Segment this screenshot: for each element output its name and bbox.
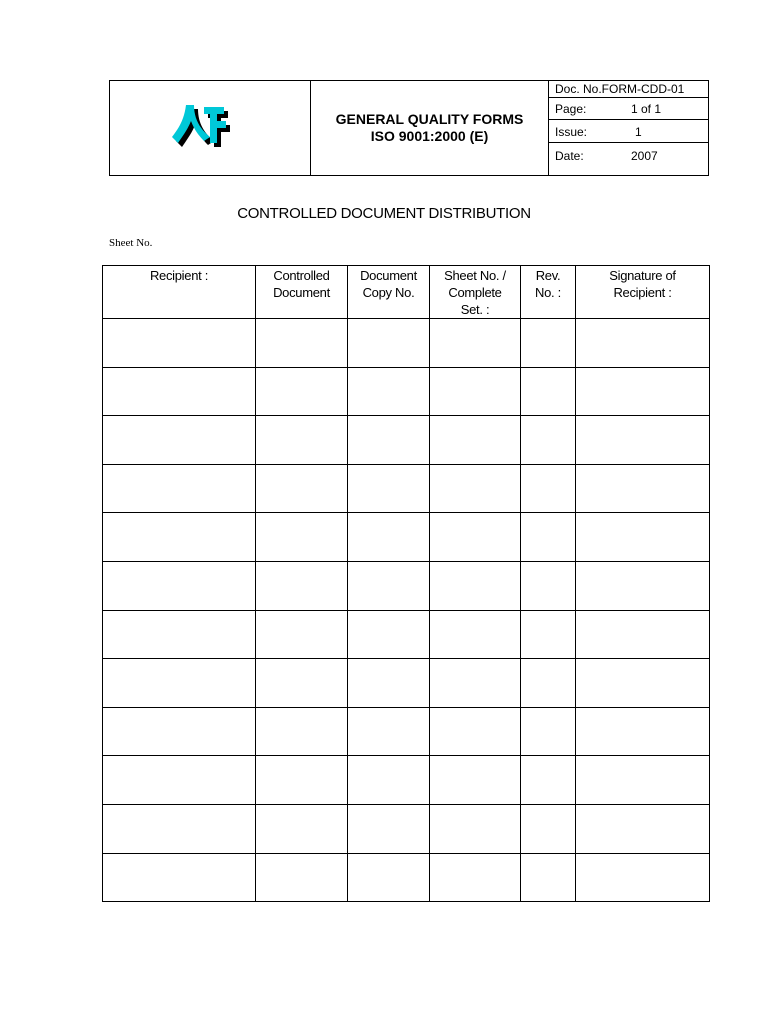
issue-row <box>549 120 708 143</box>
sheet-no-cell[interactable] <box>430 561 521 610</box>
signature-cell[interactable] <box>576 804 710 853</box>
table-row <box>103 416 710 465</box>
column-header-copy-no: Document Copy No. <box>348 266 430 319</box>
sheet-no-cell[interactable] <box>430 513 521 562</box>
recipient-cell[interactable] <box>103 416 256 465</box>
document-info-box <box>548 80 709 176</box>
page-row <box>549 98 708 120</box>
recipient-cell[interactable] <box>103 367 256 416</box>
table-row <box>103 804 710 853</box>
document-header <box>109 80 708 176</box>
header-title-cell <box>310 80 548 176</box>
table-row <box>103 610 710 659</box>
controlled-document-cell[interactable] <box>256 416 348 465</box>
sheet-no-cell[interactable] <box>430 756 521 805</box>
sheet-no-cell[interactable] <box>430 319 521 368</box>
sheet-no-cell[interactable] <box>430 804 521 853</box>
doc-no-row <box>549 81 708 98</box>
copy-no-cell[interactable] <box>348 804 430 853</box>
signature-cell[interactable] <box>576 561 710 610</box>
distribution-table <box>102 265 710 902</box>
form-title: CONTROLLED DOCUMENT DISTRIBUTION <box>237 205 531 222</box>
column-header-rev-no: Rev. No. : <box>521 266 576 319</box>
signature-cell[interactable] <box>576 513 710 562</box>
page-value: 1 of 1 <box>631 102 662 116</box>
rev-no-cell[interactable] <box>521 610 576 659</box>
rev-no-cell[interactable] <box>521 513 576 562</box>
rev-no-cell[interactable] <box>521 853 576 902</box>
table-row <box>103 319 710 368</box>
date-row <box>549 143 708 175</box>
signature-cell[interactable] <box>576 367 710 416</box>
sheet-no-cell[interactable] <box>430 464 521 513</box>
rev-no-cell[interactable] <box>521 367 576 416</box>
controlled-document-cell[interactable] <box>256 707 348 756</box>
sheet-no-cell[interactable] <box>430 707 521 756</box>
header-title: GENERAL QUALITY FORMS <box>335 111 524 127</box>
rev-no-cell[interactable] <box>521 319 576 368</box>
rev-no-cell[interactable] <box>521 416 576 465</box>
copy-no-cell[interactable] <box>348 756 430 805</box>
controlled-document-cell[interactable] <box>256 561 348 610</box>
copy-no-cell[interactable] <box>348 853 430 902</box>
copy-no-cell[interactable] <box>348 367 430 416</box>
company-logo-icon <box>170 99 232 151</box>
sheet-no-cell[interactable] <box>430 659 521 708</box>
controlled-document-cell[interactable] <box>256 513 348 562</box>
signature-cell[interactable] <box>576 659 710 708</box>
recipient-cell[interactable] <box>103 756 256 805</box>
signature-cell[interactable] <box>576 319 710 368</box>
table-row <box>103 513 710 562</box>
recipient-cell[interactable] <box>103 853 256 902</box>
recipient-cell[interactable] <box>103 513 256 562</box>
signature-cell[interactable] <box>576 756 710 805</box>
copy-no-cell[interactable] <box>348 416 430 465</box>
controlled-document-cell[interactable] <box>256 804 348 853</box>
table-row <box>103 367 710 416</box>
sheet-no-cell[interactable] <box>430 853 521 902</box>
date-value: 2007 <box>631 149 658 163</box>
column-header-controlled-document: Controlled Document <box>256 266 348 319</box>
copy-no-cell[interactable] <box>348 464 430 513</box>
table-row <box>103 707 710 756</box>
controlled-document-cell[interactable] <box>256 610 348 659</box>
sheet-no-cell[interactable] <box>430 610 521 659</box>
copy-no-cell[interactable] <box>348 319 430 368</box>
rev-no-cell[interactable] <box>521 756 576 805</box>
table-row <box>103 464 710 513</box>
rev-no-cell[interactable] <box>521 561 576 610</box>
column-header-recipient: Recipient : <box>103 266 256 319</box>
logo-cell <box>109 80 311 176</box>
controlled-document-cell[interactable] <box>256 756 348 805</box>
table-row <box>103 853 710 902</box>
column-header-signature: Signature of Recipient : <box>576 266 710 319</box>
table-row <box>103 659 710 708</box>
signature-cell[interactable] <box>576 610 710 659</box>
rev-no-cell[interactable] <box>521 804 576 853</box>
controlled-document-cell[interactable] <box>256 853 348 902</box>
controlled-document-cell[interactable] <box>256 319 348 368</box>
sheet-no-label: Sheet No. <box>109 237 153 249</box>
recipient-cell[interactable] <box>103 707 256 756</box>
controlled-document-cell[interactable] <box>256 464 348 513</box>
copy-no-cell[interactable] <box>348 610 430 659</box>
recipient-cell[interactable] <box>103 804 256 853</box>
table-body <box>103 319 710 902</box>
rev-no-cell[interactable] <box>521 464 576 513</box>
issue-value: 1 <box>635 125 642 139</box>
copy-no-cell[interactable] <box>348 561 430 610</box>
page-label: Page: <box>555 102 587 116</box>
table-header-row <box>103 266 710 319</box>
copy-no-cell[interactable] <box>348 513 430 562</box>
sheet-no-cell[interactable] <box>430 416 521 465</box>
rev-no-cell[interactable] <box>521 707 576 756</box>
controlled-document-cell[interactable] <box>256 367 348 416</box>
header-standard: ISO 9001:2000 (E) <box>370 128 489 144</box>
signature-cell[interactable] <box>576 416 710 465</box>
recipient-cell[interactable] <box>103 561 256 610</box>
signature-cell[interactable] <box>576 853 710 902</box>
date-label: Date: <box>555 149 584 163</box>
doc-no: Doc. No.FORM-CDD-01 <box>555 82 685 96</box>
issue-label: Issue: <box>555 125 588 139</box>
rev-no-cell[interactable] <box>521 659 576 708</box>
table-row <box>103 756 710 805</box>
copy-no-cell[interactable] <box>348 659 430 708</box>
copy-no-cell[interactable] <box>348 707 430 756</box>
column-header-sheet-no: Sheet No. / Complete Set. : <box>430 266 521 319</box>
signature-cell[interactable] <box>576 707 710 756</box>
controlled-document-cell[interactable] <box>256 659 348 708</box>
sheet-no-cell[interactable] <box>430 367 521 416</box>
recipient-cell[interactable] <box>103 464 256 513</box>
recipient-cell[interactable] <box>103 319 256 368</box>
recipient-cell[interactable] <box>103 610 256 659</box>
table-row <box>103 561 710 610</box>
recipient-cell[interactable] <box>103 659 256 708</box>
signature-cell[interactable] <box>576 464 710 513</box>
